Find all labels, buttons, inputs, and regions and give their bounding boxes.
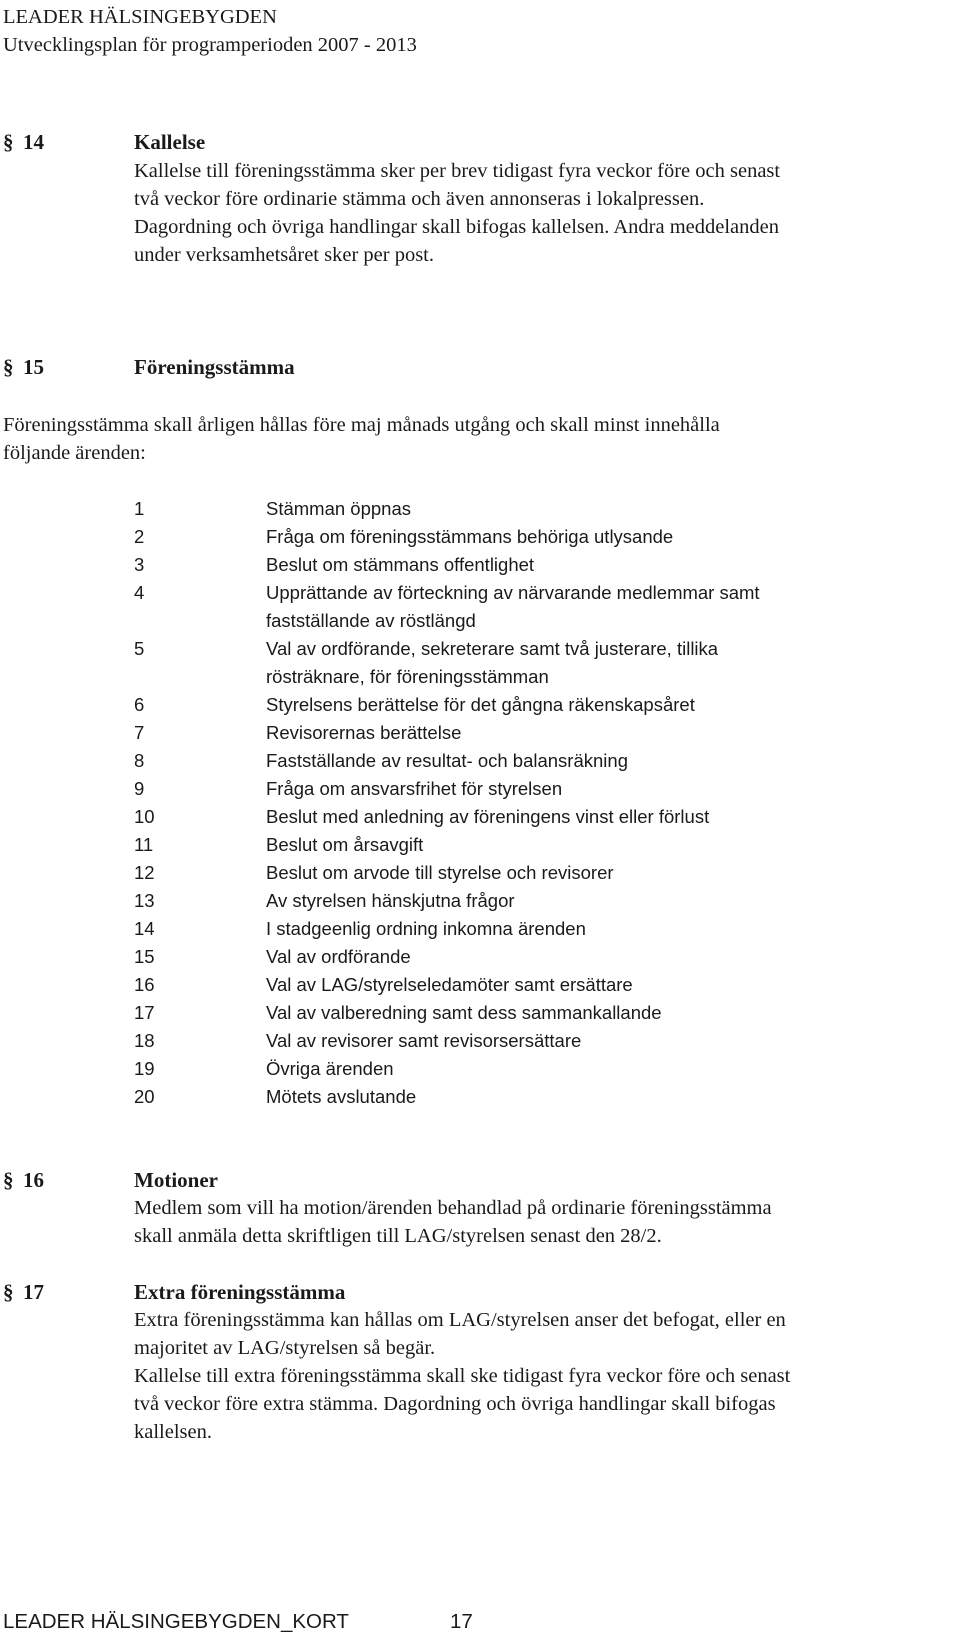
- agenda-item-number: 13: [134, 890, 155, 911]
- agenda-item-text: Upprättande av förteckning av närvarande medlemmar samt: [266, 582, 760, 603]
- agenda-item-number: 6: [134, 694, 145, 715]
- footer-text: LEADER HÄLSINGEBYGDEN_KORT: [3, 1610, 349, 1633]
- section-16-title: Motioner: [134, 1168, 218, 1192]
- agenda-item-text: Beslut om årsavgift: [266, 834, 424, 855]
- agenda-item-text: fastställande av röstlängd: [266, 610, 476, 631]
- agenda-item-text: Val av ordförande: [266, 946, 411, 967]
- agenda-item-text: Beslut om arvode till styrelse och revisorer: [266, 862, 614, 883]
- section-15-title: Föreningsstämma: [134, 355, 295, 379]
- header-org: LEADER HÄLSINGEBYGDEN: [3, 6, 277, 28]
- section-17-line: majoritet av LAG/styrelsen så begär.: [134, 1337, 436, 1359]
- agenda-item-text: Revisorernas berättelse: [266, 722, 462, 743]
- agenda-item-text: Styrelsens berättelse för det gångna räkenskapsåret: [266, 694, 695, 715]
- header-subtitle: Utvecklingsplan för programperioden 2007 - 2013: [3, 34, 417, 56]
- agenda-item-number: 17: [134, 1002, 155, 1023]
- agenda-item-number: 8: [134, 750, 145, 771]
- agenda-item-number: 1: [134, 498, 145, 519]
- section-14-line: under verksamhetsåret sker per post.: [134, 244, 434, 266]
- section-14-line: Kallelse till föreningsstämma sker per brev tidigast fyra veckor före och senast: [134, 160, 781, 182]
- section-15-number: 15: [23, 355, 44, 379]
- section-17-line: kallelsen.: [134, 1421, 212, 1443]
- agenda-item-number: 11: [134, 834, 154, 855]
- section-14-title: Kallelse: [134, 130, 206, 154]
- agenda-item-text: Övriga ärenden: [266, 1058, 394, 1079]
- agenda-item-number: 9: [134, 778, 145, 799]
- section-16-line: skall anmäla detta skriftligen till LAG/styrelsen senast den 28/2.: [134, 1225, 662, 1247]
- agenda-item-number: 15: [134, 946, 155, 967]
- agenda-item-text: Mötets avslutande: [266, 1086, 417, 1107]
- agenda-item-number: 14: [134, 918, 155, 939]
- agenda-item-number: 5: [134, 638, 145, 659]
- agenda-item-number: 18: [134, 1030, 155, 1051]
- footer-page-number: 17: [450, 1610, 473, 1633]
- agenda-item-text: Val av ordförande, sekreterare samt två justerare, tillika: [266, 638, 719, 659]
- section-15-intro: Föreningsstämma skall årligen hållas före maj månads utgång och skall minst innehålla: [3, 414, 720, 436]
- section-17-line: Extra föreningsstämma kan hållas om LAG/styrelsen anser det befogat, eller en: [134, 1309, 786, 1331]
- section-14-symbol: §: [3, 130, 14, 154]
- section-14-line: Dagordning och övriga handlingar skall bifogas kallelsen. Andra meddelanden: [134, 216, 779, 238]
- agenda-item-number: 2: [134, 526, 145, 547]
- agenda-item-text: Av styrelsen hänskjutna frågor: [266, 890, 515, 911]
- agenda-item-text: Fråga om ansvarsfrihet för styrelsen: [266, 778, 563, 799]
- agenda-item-number: 12: [134, 862, 155, 883]
- agenda-item-number: 10: [134, 806, 155, 827]
- section-16-number: 16: [23, 1168, 44, 1192]
- section-17-number: 17: [23, 1280, 44, 1304]
- agenda-item-number: 20: [134, 1086, 155, 1107]
- agenda-item-number: 16: [134, 974, 155, 995]
- agenda-item-text: Beslut om stämmans offentlighet: [266, 554, 535, 575]
- section-14-number: 14: [23, 130, 44, 154]
- section-15-intro: följande ärenden:: [3, 442, 146, 464]
- agenda-item-text: Val av revisorer samt revisorsersättare: [266, 1030, 582, 1051]
- agenda-item-text: rösträknare, för föreningsstämman: [266, 666, 549, 687]
- agenda-item-number: 7: [134, 722, 145, 743]
- section-16-line: Medlem som vill ha motion/ärenden behandlad på ordinarie föreningsstämma: [134, 1197, 772, 1219]
- agenda-item-text: Stämman öppnas: [266, 498, 412, 519]
- section-16-symbol: §: [3, 1168, 14, 1192]
- section-17-line: Kallelse till extra föreningsstämma skall ske tidigast fyra veckor före och senast: [134, 1365, 791, 1387]
- section-17-line: två veckor före extra stämma. Dagordning och övriga handlingar skall bifogas: [134, 1393, 776, 1415]
- agenda-item-text: Val av valberedning samt dess sammankallande: [266, 1002, 662, 1023]
- agenda-item-text: Beslut med anledning av föreningens vinst eller förlust: [266, 806, 710, 827]
- agenda-item-text: Val av LAG/styrelseledamöter samt ersättare: [266, 974, 633, 995]
- agenda-item-text: Fastställande av resultat- och balansräkning: [266, 750, 628, 771]
- section-15-symbol: §: [3, 355, 14, 379]
- agenda-item-number: 19: [134, 1058, 155, 1079]
- agenda-item-number: 3: [134, 554, 145, 575]
- agenda-item-text: Fråga om föreningsstämmans behöriga utlysande: [266, 526, 674, 547]
- agenda-item-text: I stadgeenlig ordning inkomna ärenden: [266, 918, 586, 939]
- section-17-symbol: §: [3, 1280, 14, 1304]
- section-14-line: två veckor före ordinarie stämma och även annonseras i lokalpressen.: [134, 188, 705, 210]
- section-17-title: Extra föreningsstämma: [134, 1280, 346, 1304]
- agenda-item-number: 4: [134, 582, 145, 603]
